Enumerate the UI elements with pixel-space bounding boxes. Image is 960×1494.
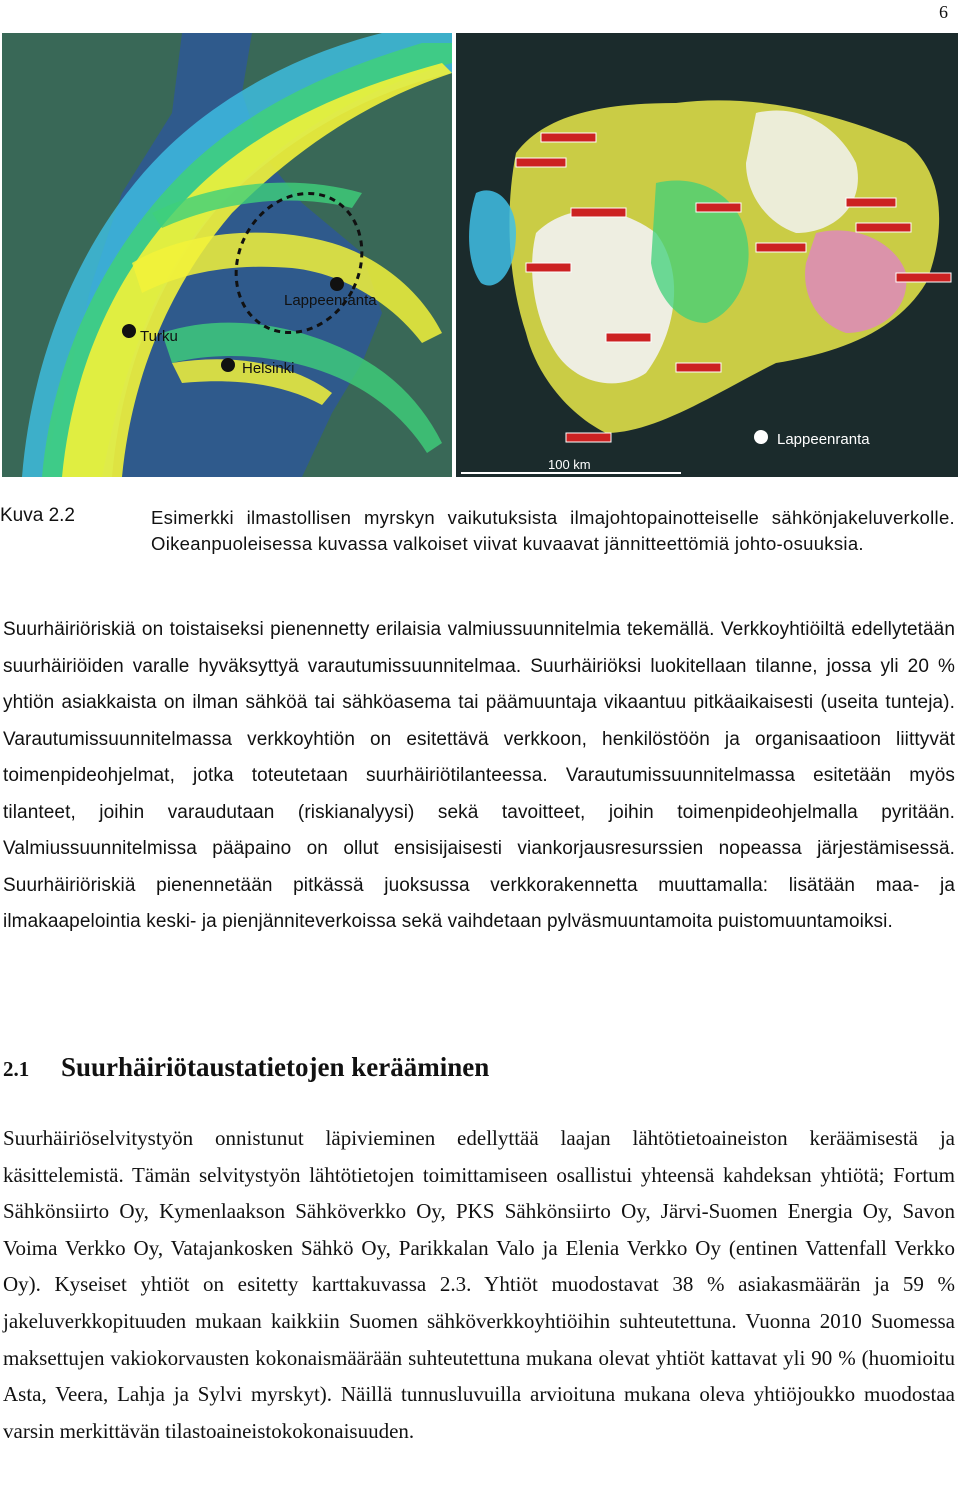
caption-label: Kuva 2.2 (0, 505, 75, 526)
caption-text: Esimerkki ilmastollisen myrskyn vaikutuksista ilmajohtopainotteiselle sähkönjakeluverkolle. Oikeanpuoleisessa kuvassa valkoiset viivat kuvaavat jännitteettömiä johto-osuuksia. (151, 507, 955, 554)
scale-label: 100 km (548, 457, 591, 472)
network-map-graphic (456, 33, 958, 477)
storm-map-image (2, 33, 452, 477)
section-title: Suurhäiriötaustatietojen kerääminen (61, 1052, 490, 1082)
lappeenranta-dot (330, 277, 344, 291)
lappeenranta-marker (754, 430, 768, 444)
turku-label: Turku (140, 328, 178, 345)
helsinki-dot (221, 358, 235, 372)
turku-dot (122, 324, 136, 338)
lappeenranta-label-right: Lappeenranta (777, 431, 870, 448)
lappeenranta-label: Lappeenranta (284, 292, 377, 309)
section-heading (3, 1052, 489, 1083)
paragraph-1: Suurhäiriöriskiä on toistaiseksi pienennetty erilaisia valmiussuunnitelmia tekemällä. Verkkoyhtiöiltä edellytetään suurhäiriöiden varalle hyväksyttyä varautumissuunnitelmaa. Suurhäiriöksi luokitellaan tilanne, jossa yli 20 % yhtiön asiakkaista on ilman sähköä tai sähköasema tai päämuuntaja vikaantuu pitkäaikaisesti (useita tunteja). Varautumissuunnitelmassa verkkoyhtiön on esitettävä verkkoon, henkilöstöön ja organisaatioon liittyvät toimenpideohjelmat, jotka toteutetaan suurhäiriötilanteessa. Varautumissuunnitelmassa esitetään myös tilanteet, joihin varaudutaan (riskianalyysi) sekä tavoitteet, joihin toimenpideohjelmalla pyritään. Valmiussuunnitelmissa pääpaino on ollut ensisijaisesti viankorjausresurssien nopeassa järjestämisessä. Suurhäiriöriskiä pienennetään pitkässä juoksussa verkkorakennetta muuttamalla: lisätään maa- ja ilmakaapelointia keski- ja pienjänniteverkoissa sekä vaihdetaan pylväsmuuntamoita puistomuuntamoiksi. (3, 619, 955, 932)
helsinki-label: Helsinki (242, 360, 295, 377)
storm-map-graphic (2, 33, 452, 477)
section-number: 2.1 (3, 1057, 30, 1081)
network-map-image (456, 33, 958, 477)
page-number: 6 (939, 2, 948, 22)
paragraph-2: Suurhäiriöselvitystyön onnistunut läpivieminen edellyttää laajan lähtötietoaineiston keräämisestä ja käsittelemistä. Tämän selvitystyön lähtötietojen toimittamiseen osallistui yhteensä kahdeksan yhtiötä; Fortum Sähkönsiirto Oy, Kymenlaakson Sähköverkko Oy, PKS Sähkönsiirto Oy, Järvi-Suomen Energia Oy, Savon Voima Verkko Oy, Vatajankosken Sähkö Oy, Parikkalan Valo ja Elenia Verkko Oy (entinen Vattenfall Verkko Oy). Kyseiset yhtiöt on esitetty karttakuvassa 2.3. Yhtiöt muodostavat 38 % asiakasmäärän ja 59 % jakeluverkkopituuden mukaan kaikkiin Suomen sähköverkkoyhtiöihin suhteutettuna. Vuonna 2010 Suomessa maksettujen vakiokorvausten kokonaismäärään suhteutettuna mukana olevat yhtiöt kattavat yli 90 % (huomioitu Asta, Veera, Lahja ja Sylvi myrskyt). Näillä tunnusluvuilla arvioituna mukana oleva yhtiöjoukko muodostaa varsin merkittävän tilastoaineistokokonaisuuden. (3, 1126, 955, 1443)
